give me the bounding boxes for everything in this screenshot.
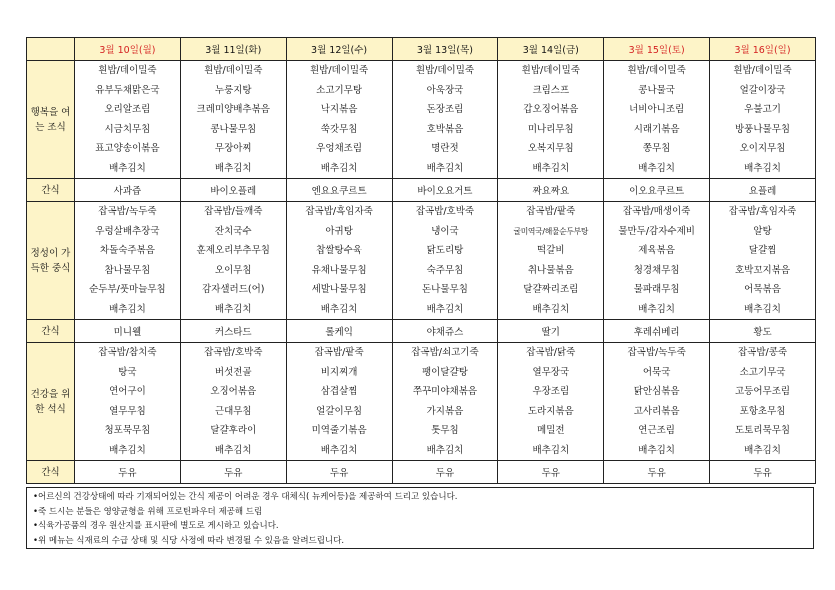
breakfast-label: 행복을 여는 조식 <box>27 61 75 179</box>
menu-item: 잡곡밥/호박죽 <box>204 347 263 358</box>
menu-item: 얼갈이무침 <box>316 405 363 417</box>
snack-item: 롤케익 <box>286 320 392 343</box>
menu-item: 배추김치 <box>638 303 675 315</box>
dinner-day-5 <box>498 343 604 461</box>
menu-item: 열무무침 <box>109 405 146 417</box>
menu-item: 잡곡밥/쇠고기죽 <box>411 347 479 358</box>
menu-item: 훈제오리부추무침 <box>196 245 270 256</box>
menu-item: 제육볶음 <box>638 245 675 256</box>
menu-item: 흰밥/데이밀죽 <box>98 65 157 76</box>
menu-item: 무장아찌 <box>214 143 252 154</box>
menu-item: 배추김치 <box>214 162 252 174</box>
menu-item: 배추김치 <box>426 444 464 456</box>
lunch-day-3 <box>286 202 392 320</box>
lunch-row <box>27 202 816 320</box>
menu-item: 메밀전 <box>537 425 565 436</box>
header-row <box>27 38 816 61</box>
menu-item: 아욱장국 <box>426 84 464 96</box>
note-line: •식육가공품의 경우 원산지를 표시판에 별도로 게시하고 있습니다. <box>33 521 279 531</box>
menu-item: 알탕 <box>753 225 772 237</box>
menu-item: 흰밥/데이밀죽 <box>521 65 580 76</box>
menu-item: 배추김치 <box>320 162 358 174</box>
day-header: 3월 15일(토) <box>604 38 710 61</box>
menu-item: 참나물무침 <box>104 264 151 276</box>
menu-item: 연근조림 <box>638 425 675 436</box>
menu-item: 우불고기 <box>744 104 781 115</box>
menu-item: 배추김치 <box>320 303 358 315</box>
menu-item: 청경채무침 <box>633 264 680 276</box>
menu-item: 어묵국 <box>642 366 671 378</box>
menu-item: 잡곡밥/녹두죽 <box>627 347 686 358</box>
menu-item: 잡곡밥/닭죽 <box>526 347 576 358</box>
breakfast-day-7 <box>710 61 816 179</box>
menu-item: 배추김치 <box>426 162 464 174</box>
menu-item: 명란젓 <box>431 143 459 154</box>
day-header: 3월 10일(월) <box>75 38 181 61</box>
dinner-day-6 <box>604 343 710 461</box>
menu-item: 유부두채맑은국 <box>95 84 160 96</box>
menu-item: 배추김치 <box>638 444 675 456</box>
dinner-day-4 <box>392 343 498 461</box>
snack-item: 두유 <box>286 461 392 484</box>
menu-item: 오이지무침 <box>739 143 786 154</box>
menu-item: 잡곡밥/호박죽 <box>415 206 475 217</box>
menu-item: 가지볶음 <box>426 405 464 417</box>
snack-item: 두유 <box>498 461 604 484</box>
menu-item: 시래기볶음 <box>633 123 680 135</box>
snack-item: 후레쉬베리 <box>604 320 710 343</box>
snack-label: 간식 <box>27 461 75 484</box>
menu-item: 콩나물무침 <box>210 123 257 135</box>
menu-item: 어묵볶음 <box>744 284 781 295</box>
menu-item: 오징어볶음 <box>210 386 257 397</box>
menu-item: 세발나물무침 <box>311 284 367 295</box>
menu-item: 순두부/풋마늘무침 <box>89 284 166 295</box>
lunch-day-2 <box>180 202 286 320</box>
snack-item: 야채쥬스 <box>392 320 498 343</box>
menu-item: 냉이국 <box>431 225 459 237</box>
menu-item: 우렁살배추장국 <box>95 225 160 237</box>
menu-item: 유채나물무침 <box>311 264 367 276</box>
menu-item: 달걀찜 <box>748 245 777 256</box>
menu-item: 배추김치 <box>638 162 675 174</box>
menu-item: 흰밥/데이밀죽 <box>415 65 475 76</box>
breakfast-day-6 <box>604 61 710 179</box>
snack-row-3 <box>27 461 816 484</box>
menu-item: 잡곡밥/콩죽 <box>737 347 788 358</box>
menu-item: 배추김치 <box>744 444 781 456</box>
snack-label: 간식 <box>27 320 75 343</box>
menu-item: 소고기무탕 <box>316 84 363 96</box>
menu-item: 표고양송이볶음 <box>95 143 160 154</box>
menu-item: 낙지볶음 <box>320 104 358 115</box>
breakfast-day-2 <box>180 61 286 179</box>
day-header: 3월 13일(목) <box>392 38 498 61</box>
menu-item: 크레미양배추볶음 <box>196 104 270 115</box>
menu-item: 쑥갓무침 <box>320 123 358 135</box>
menu-item: 잡곡밥/팥죽 <box>526 206 576 217</box>
menu-item: 호박꼬지볶음 <box>735 264 791 276</box>
menu-item: 흰밥/데이밀죽 <box>204 65 263 76</box>
menu-item: 흰밥/데이밀죽 <box>309 65 369 76</box>
dinner-day-1 <box>75 343 181 461</box>
menu-item: 돈나물무침 <box>422 284 468 295</box>
menu-item: 차돌숙주볶음 <box>99 245 155 256</box>
breakfast-day-3 <box>286 61 392 179</box>
menu-item: 너비아니조림 <box>629 104 685 115</box>
menu-item: 포항초무침 <box>739 405 786 417</box>
menu-item: 시금치무침 <box>104 123 151 135</box>
note-line: •죽 드시는 분들은 영양균형을 위해 프로틴파우더 제공해 드림 <box>33 506 263 517</box>
menu-item: 잡곡밥/흑임자죽 <box>305 206 373 217</box>
snack-item: 두유 <box>392 461 498 484</box>
menu-item: 달걀후라이 <box>210 425 257 436</box>
snack-item: 두유 <box>604 461 710 484</box>
menu-item: 닭도리탕 <box>426 245 464 256</box>
menu-item: 배추김치 <box>214 444 252 456</box>
menu-item: 삼겹살찜 <box>320 386 358 397</box>
snack-item: 이오요쿠르트 <box>604 179 710 202</box>
menu-item: 갑오징어볶음 <box>523 104 579 115</box>
menu-item: 탕국 <box>118 366 137 378</box>
menu-item: 비지찌개 <box>320 366 358 378</box>
menu-item: 소고기무국 <box>739 366 786 378</box>
menu-item: 잡곡밥/팥죽 <box>314 347 364 358</box>
menu-item: 배추김치 <box>320 444 358 456</box>
lunch-day-5 <box>498 202 604 320</box>
snack-row-2 <box>27 320 816 343</box>
menu-item: 배추김치 <box>744 162 781 174</box>
dinner-day-3 <box>286 343 392 461</box>
menu-item: 근대무침 <box>214 405 252 417</box>
menu-item: 잡곡밥/참치죽 <box>98 347 157 358</box>
menu-item: 우장조림 <box>532 386 570 397</box>
menu-item: 아귀탕 <box>325 225 353 237</box>
corner-cell <box>27 38 75 61</box>
menu-item: 배추김치 <box>426 303 464 315</box>
menu-item: 연어구이 <box>109 386 146 397</box>
menu-item: 얼갈이장국 <box>739 84 786 96</box>
snack-item: 바이오요거트 <box>392 179 498 202</box>
snack-item: 바이오플레 <box>180 179 286 202</box>
menu-item: 배추김치 <box>744 303 781 315</box>
menu-item: 감자샐러드(어) <box>202 284 265 295</box>
dinner-day-7 <box>710 343 816 461</box>
snack-item: 두유 <box>180 461 286 484</box>
menu-item: 잡곡밥/매생이죽 <box>622 206 691 217</box>
menu-item: 팽이달걀탕 <box>422 366 468 378</box>
snack-item: 두유 <box>75 461 181 484</box>
menu-item: 오복지무침 <box>527 143 574 154</box>
menu-item: 숙주무침 <box>426 264 464 276</box>
menu-item: 열무장국 <box>532 366 570 378</box>
menu-item: 호박볶음 <box>426 123 464 135</box>
notes-box <box>26 487 814 549</box>
menu-item: 잔치국수 <box>214 225 252 237</box>
menu-item: 닭안심볶음 <box>633 386 680 397</box>
snack-item: 사과즙 <box>75 179 181 202</box>
menu-item: 굴미역국/해물순두부탕 <box>513 226 589 236</box>
menu-item: 배추김치 <box>109 444 146 456</box>
snack-item: 황도 <box>710 320 816 343</box>
menu-item: 배추김치 <box>532 303 570 315</box>
menu-item: 잡곡밥/흑임자죽 <box>728 206 797 217</box>
menu-item: 물만두/감자수제비 <box>618 225 695 237</box>
snack-item: 미니웰 <box>75 320 181 343</box>
lunch-label: 정성이 가득한 중식 <box>27 202 75 320</box>
menu-item: 누룽지탕 <box>214 84 252 96</box>
menu-item: 배추김치 <box>532 162 570 174</box>
breakfast-row <box>27 61 816 179</box>
weekly-menu-table <box>26 37 816 484</box>
snack-row-1 <box>27 179 816 202</box>
menu-item: 취나물볶음 <box>527 264 574 276</box>
menu-item: 흰밥/데이밀죽 <box>733 65 792 76</box>
menu-item: 콩나물국 <box>638 84 675 96</box>
menu-item: 미역줄기볶음 <box>311 425 367 436</box>
note-line: •어르신의 건강상태에 따라 기재되어있는 간식 제공이 어려운 경우 대체식( 뉴케어등)을 제공하여 드리고 있습니다. <box>33 492 458 502</box>
menu-item: 돈장조림 <box>426 104 464 115</box>
lunch-day-6 <box>604 202 710 320</box>
menu-item: 흰밥/데이밀죽 <box>627 65 686 76</box>
menu-item: 쭈꾸미야채볶음 <box>412 386 478 397</box>
menu-item: 물파래무침 <box>633 284 680 295</box>
menu-item: 버섯전골 <box>214 366 252 378</box>
menu-item: 고사리볶음 <box>633 405 680 417</box>
dinner-row <box>27 343 816 461</box>
snack-item: 커스타드 <box>180 320 286 343</box>
lunch-day-1 <box>75 202 181 320</box>
menu-item: 우엉채조림 <box>316 143 363 154</box>
snack-item: 짜요짜요 <box>498 179 604 202</box>
snack-item: 두유 <box>710 461 816 484</box>
menu-item: 미나리무침 <box>527 123 574 135</box>
menu-item: 오이무침 <box>214 264 252 276</box>
day-header: 3월 14일(금) <box>498 38 604 61</box>
menu-item: 쫑무침 <box>642 143 671 154</box>
menu-item: 배추김치 <box>532 444 570 456</box>
menu-item: 잡곡밥/들깨죽 <box>204 206 263 217</box>
lunch-day-4 <box>392 202 498 320</box>
menu-item: 도토리묵무침 <box>735 425 791 436</box>
breakfast-day-1 <box>75 61 181 179</box>
note-line: •위 메뉴는 식재료의 수급 상태 및 식당 사정에 따라 변경될 수 있음을 알려드립니다. <box>33 535 345 546</box>
menu-item: 고등어무조림 <box>735 386 791 397</box>
snack-item: 딸기 <box>498 320 604 343</box>
menu-item: 크림스프 <box>532 84 570 96</box>
menu-item: 배추김치 <box>109 303 146 315</box>
menu-item: 톳무침 <box>431 425 459 436</box>
dinner-day-2 <box>180 343 286 461</box>
snack-item: 요플레 <box>710 179 816 202</box>
menu-item: 배추김치 <box>109 162 146 174</box>
day-header: 3월 12일(수) <box>286 38 392 61</box>
day-header: 3월 16일(일) <box>710 38 816 61</box>
menu-item: 청포묵무침 <box>104 425 151 436</box>
menu-item: 도라지볶음 <box>527 405 574 417</box>
menu-item: 달걀짜리조림 <box>523 284 579 295</box>
lunch-day-7 <box>710 202 816 320</box>
breakfast-day-5 <box>498 61 604 179</box>
snack-item: 엔요요쿠르트 <box>286 179 392 202</box>
menu-item: 오리알조림 <box>104 104 151 115</box>
menu-item: 떡갈비 <box>537 245 565 256</box>
dinner-label: 건강을 위한 석식 <box>27 343 75 461</box>
day-header: 3월 11일(화) <box>180 38 286 61</box>
menu-item: 배추김치 <box>214 303 252 315</box>
menu-item: 방풍나물무침 <box>735 123 791 135</box>
menu-item: 찹쌀탕수육 <box>316 245 363 256</box>
menu-item: 잡곡밥/녹두죽 <box>98 206 157 217</box>
snack-label: 간식 <box>27 179 75 202</box>
breakfast-day-4 <box>392 61 498 179</box>
